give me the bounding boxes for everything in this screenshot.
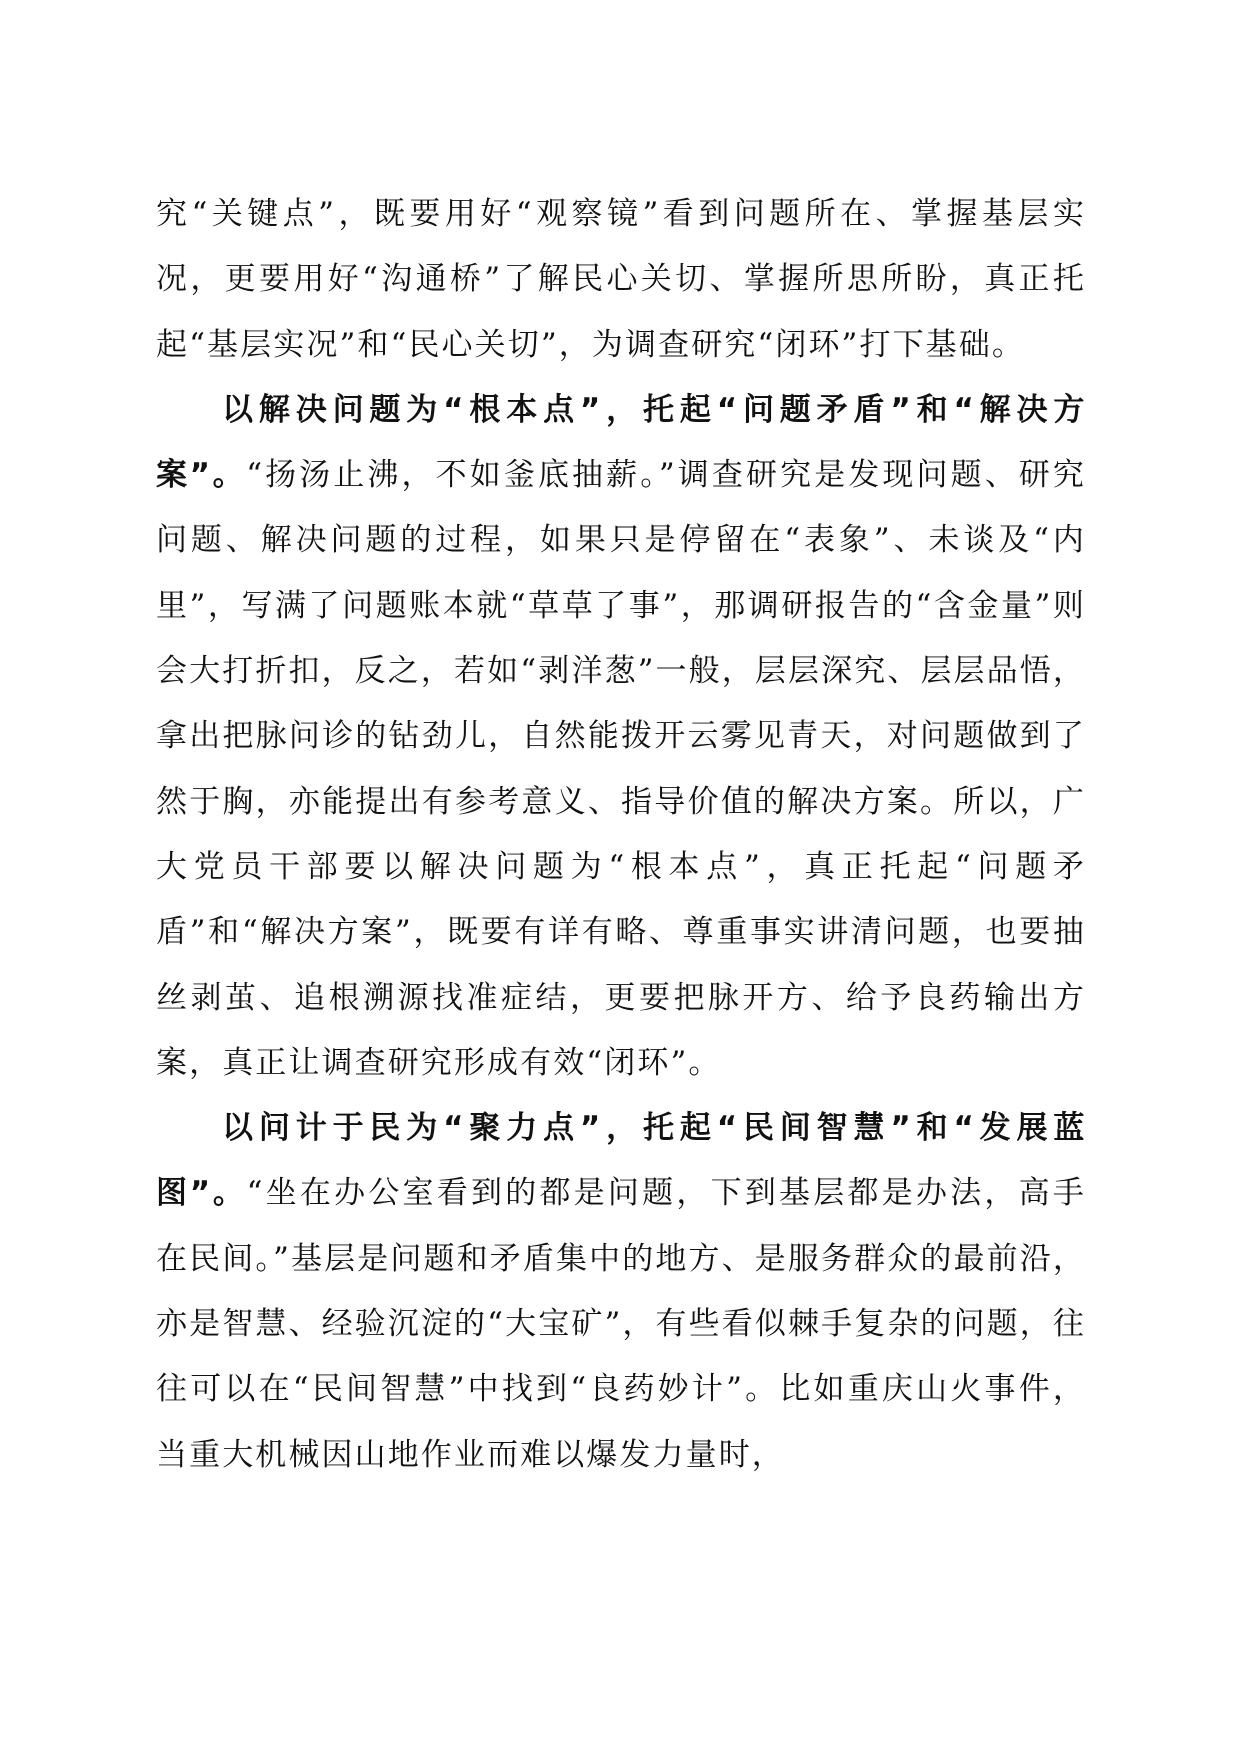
- paragraph-3-heading: 以问计于民为“聚力点”，托起“民间智慧”和“发展蓝图”。: [156, 1110, 1086, 1212]
- paragraph-2-heading: 以解决问题为“根本点”，托起“问题矛盾”和“解决方案”。: [156, 391, 1086, 494]
- paragraph-2-text: “扬汤止沸，不如釜底抽薪。”调查研究是发现问题、研究问题、解决问题的过程，如果只是停留在“表象”、未谈及“内里”，写满了问题账本就“草草了事”，那调研报告的“含金量”则会大打折扣，反之，若如“剥洋葱”一般，层层深究、层层品悟，拿出把脉问诊的钻劲儿，自然能拨开云雾见青天，对问题做到了然于胸，亦能提出有参考意义、指导价值的解决方案。所以，广大党员干部要以解决问题为“根本点”，真正托起“问题矛盾”和“解决方案”，既要有详有略、尊重事实讲清问题，也要抽丝剥茧、追根溯源找准症结，更要把脉开方、给予良药输出方案，真正让调查研究形成有效“闭环”。: [156, 457, 1086, 1081]
- paragraph-3-text: “坐在办公室看到的都是问题，下到基层都是办法，高手在民间。”基层是问题和矛盾集中的地方、是服务群众的最前沿，亦是智慧、经验沉淀的“大宝矿”，有些看似棘手复杂的问题，往往可以在“民间智慧”中找到“良药妙计”。比如重庆山火事件，当重大机械因山地作业而难以爆发力量时，: [156, 1175, 1086, 1473]
- paragraph-3: [156, 1096, 1086, 1488]
- paragraph-1-text: 究“关键点”，既要用好“观察镜”看到问题所在、掌握基层实况，更要用好“沟通桥”了解民心关切、掌握所思所盼，真正托起“基层实况”和“民心关切”，为调查研究“闭环”打下基础。: [156, 196, 1086, 363]
- paragraph-2: [156, 378, 1086, 1096]
- document-body: [156, 182, 1086, 1488]
- paragraph-1: [156, 182, 1086, 378]
